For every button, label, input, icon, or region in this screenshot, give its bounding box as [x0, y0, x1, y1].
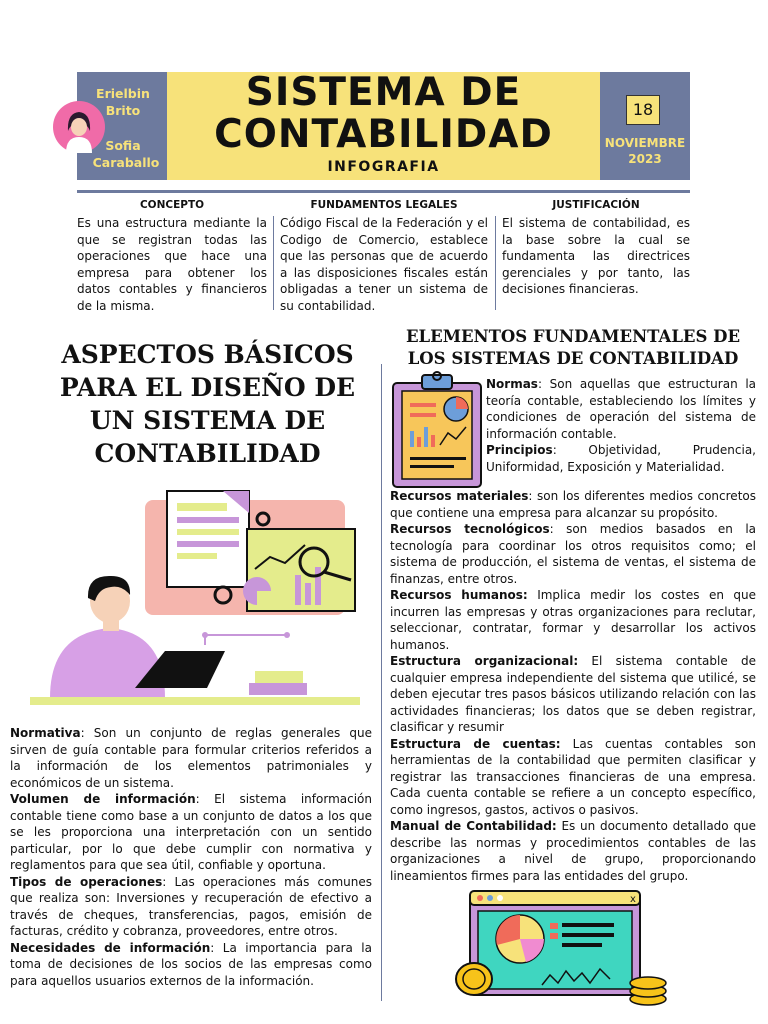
justificacion-heading: JUSTIFICACIÓN	[552, 199, 640, 211]
section-divider	[381, 364, 382, 1001]
item-separator	[578, 654, 591, 668]
dashboard-coins-icon	[450, 887, 675, 1012]
item-text: Es un documento detallado que describe las normas y procedimientos contables de las organizaciones a nivel de grupo, proporcionando lineamientos firmes para las entidades del grupo.	[390, 819, 756, 883]
item-term: Recursos tecnológicos	[390, 522, 550, 536]
recursos-tecnologicos-item	[390, 521, 756, 587]
item-text: El sistema información contable tiene como base a un conjunto de datos a los que se les proporciona una interpretación con un sentido particular, por lo que debe cumplir con normativa y reglamentos para que sea útil, confiable y oportuna.	[10, 792, 372, 872]
recursos-humanos-item	[390, 587, 756, 653]
date-day: 18	[626, 95, 660, 125]
fundamentos-heading: FUNDAMENTOS LEGALES	[310, 199, 458, 211]
column-separator-1	[273, 216, 274, 310]
volumen-item	[10, 791, 372, 874]
item-text: Las operaciones más comunes que realiza son: Inversiones y recuperación de efectivo a través de cheques, transferencias, pagos, emisión de facturas, crédito y cobranza, proveedores, entre otros.	[10, 874, 372, 938]
accountant-illustration	[25, 483, 370, 718]
item-separator: :	[537, 377, 550, 391]
item-text: Son un conjunto de reglas generales que sirven de guía contable para formular criterios referidos a la información de los elementos patrimoniales y económicos de un sistema.	[10, 726, 372, 790]
item-term: Manual de Contabilidad:	[390, 819, 557, 833]
normativa-item	[10, 725, 372, 791]
subtitle: INFOGRAFIA	[327, 159, 440, 175]
manual-contabilidad-item	[390, 818, 756, 884]
item-separator	[561, 737, 573, 751]
item-text: Implica medir los costes en que incurren las empresas y otras organizaciones para reclutar, seleccionar, contratar, formar y desarrollar los activos humanos.	[390, 588, 756, 652]
concepto-heading: CONCEPTO	[139, 199, 205, 211]
item-term: Normativa	[10, 726, 81, 740]
author-last-name-1: Brito	[105, 103, 141, 118]
item-text: La importancia para la toma de decisiones de los socios de las empresas como para aquellos usuarios externos de la información.	[10, 940, 372, 988]
item-term: Principios	[486, 443, 553, 457]
item-term: Recursos materiales	[390, 489, 529, 503]
date-year: 2023	[628, 152, 662, 166]
tipos-operaciones-item	[10, 874, 372, 940]
item-separator: :	[528, 489, 537, 503]
author-first-name-2: Sofia	[105, 138, 141, 153]
item-separator: :	[210, 940, 223, 955]
item-separator: :	[80, 726, 94, 740]
item-term: Tipos de operaciones	[10, 874, 163, 889]
date-month: NOVIEMBRE	[604, 136, 686, 150]
header-divider	[77, 190, 690, 193]
author-last-name-2: Caraballo	[92, 155, 160, 170]
left-section-title: ASPECTOS BÁSICOS PARA EL DISEÑO DE UN SISTEMA DE CONTABILIDAD	[59, 340, 356, 468]
principios-item	[486, 442, 756, 475]
item-text: El sistema contable de cualquier empresa independiente del sistema que utilicé, se deben ejecutar tres pasos básicos utilizando relación con las actividades financieras; los datos que se deben registrar, clasificar y resumir	[390, 654, 756, 734]
column-separator-2	[495, 216, 496, 310]
item-text: Las cuentas contables son herramientas de la contabilidad que permiten clasificar y registrar las transacciones financieras de una empresa. Cada cuenta contable se refiere a un concepto específico, como ingresos, gastos, activos o pasivos.	[390, 736, 756, 817]
fundamentos-text: Código Fiscal de la Federación y el Codigo de Comercio, establece que las personas que de acuerdo a las disposiciones fiscales están obligadas a tener un sistema de su contabilidad.	[280, 216, 488, 313]
item-separator: :	[162, 874, 175, 889]
necesidades-item	[10, 940, 372, 990]
item-text: son medios basados en la tecnología para coordinar los otros requisitos como; el sistema de producción, el sistema de ventas, el sistema de finanzas, entre otros.	[390, 522, 757, 586]
item-separator: :	[552, 443, 589, 457]
item-text: Son aquellas que estructuran la teoría contable, estableciendo los límites y condiciones de operación del sistema de información contable.	[486, 377, 757, 441]
main-title-line-2: CONTABILIDAD	[214, 112, 553, 157]
item-term: Volumen de información	[10, 792, 196, 806]
right-section-title: ELEMENTOS FUNDAMENTALES DE LOS SISTEMAS DE CONTABILIDAD	[405, 327, 741, 368]
right-top-items	[486, 376, 756, 475]
author-first-name-1: Erielbin	[96, 86, 150, 101]
concepto-text: Es una estructura mediante la que se registran todas las operaciones que hace una empresa para obtener los datos contables y financieros de la misma.	[77, 216, 267, 313]
right-items	[390, 488, 756, 884]
estructura-cuentas-item	[390, 736, 756, 819]
estructura-organizacional-item	[390, 653, 756, 736]
left-items	[10, 725, 372, 989]
item-term: Necesidades de información	[10, 940, 211, 955]
item-text: Objetividad, Prudencia, Uniformidad, Exposición y Materialidad.	[486, 443, 756, 474]
justificacion-text: El sistema de contabilidad, es la base sobre la cual se fundamenta las directrices gerenciales y por tanto, las decisiones financieras.	[502, 216, 690, 296]
item-separator: :	[195, 792, 215, 806]
item-term: Estructura organizacional:	[390, 654, 579, 668]
item-term: Estructura de cuentas:	[390, 736, 561, 751]
svg-text:x: x	[630, 894, 636, 905]
recursos-materiales-item	[390, 488, 756, 521]
item-term: Normas	[486, 377, 538, 391]
clipboard-chart-icon	[390, 371, 484, 491]
main-title-line-1: SISTEMA DE	[245, 70, 522, 115]
item-text: son los diferentes medios concretos que contiene una empresa para alcanzar su propósito.	[390, 489, 756, 520]
item-term: Recursos humanos:	[390, 588, 528, 602]
item-separator: :	[549, 522, 567, 536]
item-separator	[528, 588, 537, 602]
normas-item	[486, 376, 756, 442]
